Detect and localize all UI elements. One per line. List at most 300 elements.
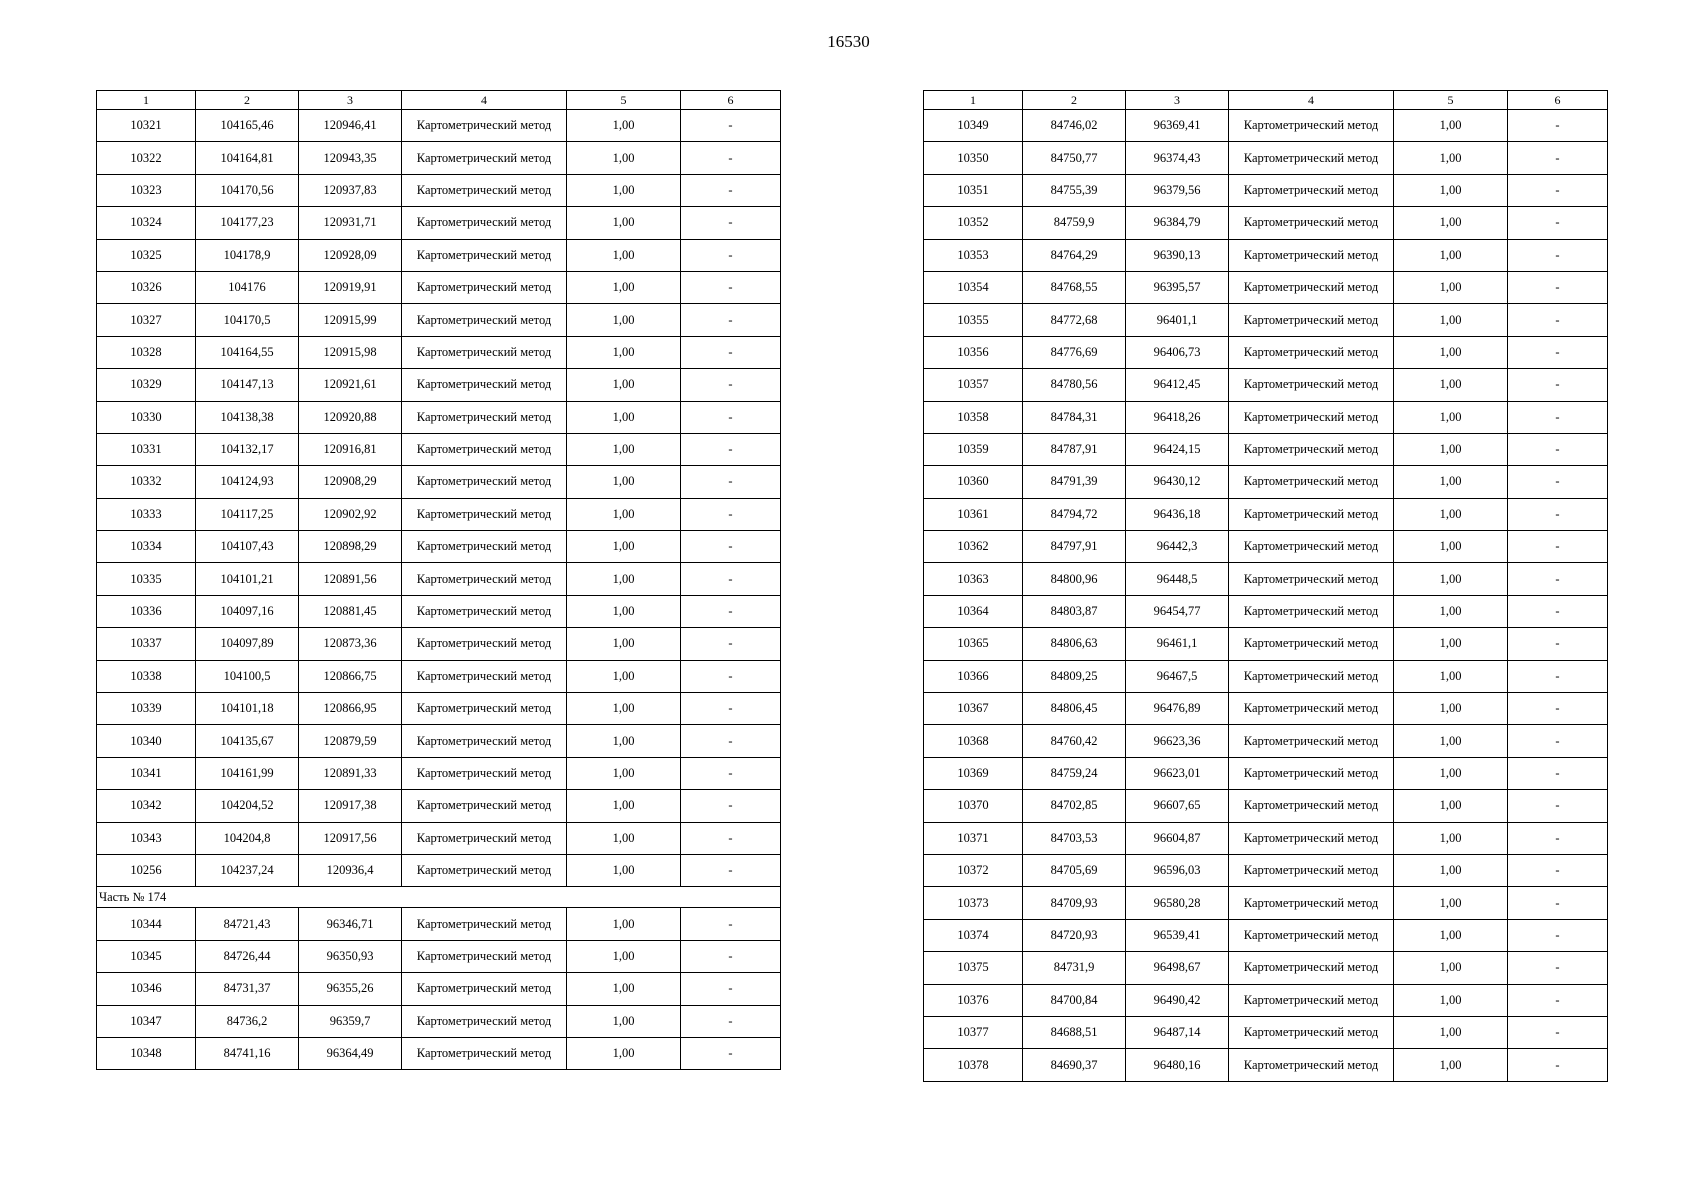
cell-y-coordinate: 96424,15 [1126, 433, 1229, 465]
cell-point-number: 10363 [924, 563, 1023, 595]
cell-y-coordinate: 120915,98 [299, 336, 402, 368]
cell-accuracy: 1,00 [567, 304, 681, 336]
cell-x-coordinate: 84800,96 [1023, 563, 1126, 595]
cell-method: Картометрический метод [1229, 757, 1394, 789]
cell-x-coordinate: 84776,69 [1023, 336, 1126, 368]
cell-method: Картометрический метод [402, 466, 567, 498]
cell-note: - [681, 336, 781, 368]
table-row [97, 973, 781, 1005]
cell-method: Картометрический метод [402, 628, 567, 660]
cell-accuracy: 1,00 [1394, 304, 1508, 336]
cell-accuracy: 1,00 [1394, 887, 1508, 919]
cell-method: Картометрический метод [402, 973, 567, 1005]
cell-point-number: 10376 [924, 984, 1023, 1016]
cell-x-coordinate: 84690,37 [1023, 1049, 1126, 1081]
cell-accuracy: 1,00 [567, 336, 681, 368]
cell-method: Картометрический метод [402, 595, 567, 627]
cell-point-number: 10334 [97, 531, 196, 563]
cell-x-coordinate: 104170,56 [196, 174, 299, 206]
column-header: 5 [1394, 91, 1508, 110]
cell-y-coordinate: 96596,03 [1126, 854, 1229, 886]
cell-accuracy: 1,00 [567, 1037, 681, 1069]
cell-method: Картометрический метод [402, 908, 567, 940]
cell-point-number: 10349 [924, 110, 1023, 142]
table-row [97, 822, 781, 854]
cell-note: - [681, 563, 781, 595]
cell-note: - [681, 908, 781, 940]
cell-x-coordinate: 84806,63 [1023, 628, 1126, 660]
cell-y-coordinate: 96418,26 [1126, 401, 1229, 433]
table-row [924, 369, 1608, 401]
table-row [97, 854, 781, 886]
cell-y-coordinate: 96461,1 [1126, 628, 1229, 660]
cell-note: - [681, 725, 781, 757]
table-row [924, 466, 1608, 498]
cell-method: Картометрический метод [1229, 304, 1394, 336]
cell-point-number: 10332 [97, 466, 196, 498]
cell-method: Картометрический метод [1229, 207, 1394, 239]
cell-note: - [1508, 660, 1608, 692]
cell-point-number: 10354 [924, 271, 1023, 303]
cell-y-coordinate: 96379,56 [1126, 174, 1229, 206]
cell-note: - [681, 822, 781, 854]
table-row [97, 908, 781, 940]
cell-note: - [1508, 466, 1608, 498]
cell-point-number: 10330 [97, 401, 196, 433]
cell-x-coordinate: 104164,81 [196, 142, 299, 174]
cell-note: - [681, 498, 781, 530]
cell-x-coordinate: 84702,85 [1023, 790, 1126, 822]
column-header: 5 [567, 91, 681, 110]
table-row [97, 174, 781, 206]
table-row [924, 660, 1608, 692]
cell-accuracy: 1,00 [567, 271, 681, 303]
cell-note: - [1508, 239, 1608, 271]
cell-accuracy: 1,00 [1394, 628, 1508, 660]
cell-point-number: 10360 [924, 466, 1023, 498]
cell-method: Картометрический метод [1229, 822, 1394, 854]
cell-method: Картометрический метод [1229, 531, 1394, 563]
cell-y-coordinate: 96384,79 [1126, 207, 1229, 239]
column-header: 6 [681, 91, 781, 110]
cell-note: - [1508, 271, 1608, 303]
cell-method: Картометрический метод [402, 401, 567, 433]
cell-accuracy: 1,00 [1394, 1016, 1508, 1048]
table-row [97, 401, 781, 433]
cell-accuracy: 1,00 [1394, 854, 1508, 886]
table-row [924, 1016, 1608, 1048]
cell-accuracy: 1,00 [567, 401, 681, 433]
cell-method: Картометрический метод [402, 693, 567, 725]
cell-x-coordinate: 84787,91 [1023, 433, 1126, 465]
cell-note: - [681, 142, 781, 174]
cell-method: Картометрический метод [1229, 919, 1394, 951]
table-row [924, 1049, 1608, 1081]
cell-method: Картометрический метод [1229, 498, 1394, 530]
cell-x-coordinate: 84797,91 [1023, 531, 1126, 563]
cell-note: - [1508, 336, 1608, 368]
cell-x-coordinate: 84764,29 [1023, 239, 1126, 271]
cell-note: - [1508, 369, 1608, 401]
cell-method: Картометрический метод [1229, 174, 1394, 206]
cell-point-number: 10331 [97, 433, 196, 465]
cell-note: - [681, 1005, 781, 1037]
cell-method: Картометрический метод [402, 142, 567, 174]
cell-method: Картометрический метод [402, 790, 567, 822]
cell-method: Картометрический метод [402, 757, 567, 789]
cell-point-number: 10366 [924, 660, 1023, 692]
cell-method: Картометрический метод [1229, 628, 1394, 660]
cell-y-coordinate: 120873,36 [299, 628, 402, 660]
cell-accuracy: 1,00 [1394, 984, 1508, 1016]
cell-x-coordinate: 84760,42 [1023, 725, 1126, 757]
cell-note: - [681, 401, 781, 433]
cell-method: Картометрический метод [402, 498, 567, 530]
table-row [924, 336, 1608, 368]
table-row [97, 563, 781, 595]
cell-x-coordinate: 84809,25 [1023, 660, 1126, 692]
cell-y-coordinate: 120920,88 [299, 401, 402, 433]
table-row [924, 919, 1608, 951]
cell-x-coordinate: 104135,67 [196, 725, 299, 757]
cell-y-coordinate: 96490,42 [1126, 984, 1229, 1016]
cell-point-number: 10355 [924, 304, 1023, 336]
cell-point-number: 10374 [924, 919, 1023, 951]
table-row [97, 369, 781, 401]
table-row [924, 207, 1608, 239]
cell-y-coordinate: 120891,56 [299, 563, 402, 595]
cell-y-coordinate: 120866,75 [299, 660, 402, 692]
cell-x-coordinate: 84746,02 [1023, 110, 1126, 142]
cell-method: Картометрический метод [1229, 725, 1394, 757]
cell-x-coordinate: 104097,89 [196, 628, 299, 660]
table-row [97, 940, 781, 972]
table-row [97, 628, 781, 660]
cell-accuracy: 1,00 [1394, 207, 1508, 239]
cell-note: - [681, 433, 781, 465]
cell-point-number: 10377 [924, 1016, 1023, 1048]
cell-x-coordinate: 104138,38 [196, 401, 299, 433]
cell-method: Картометрический метод [1229, 110, 1394, 142]
cell-point-number: 10340 [97, 725, 196, 757]
cell-y-coordinate: 120891,33 [299, 757, 402, 789]
cell-note: - [681, 174, 781, 206]
cell-x-coordinate: 104165,46 [196, 110, 299, 142]
cell-y-coordinate: 96442,3 [1126, 531, 1229, 563]
cell-y-coordinate: 96406,73 [1126, 336, 1229, 368]
cell-note: - [1508, 822, 1608, 854]
cell-point-number: 10375 [924, 952, 1023, 984]
cell-x-coordinate: 104161,99 [196, 757, 299, 789]
cell-point-number: 10368 [924, 725, 1023, 757]
cell-y-coordinate: 96430,12 [1126, 466, 1229, 498]
cell-accuracy: 1,00 [567, 110, 681, 142]
cell-method: Картометрический метод [402, 304, 567, 336]
cell-point-number: 10342 [97, 790, 196, 822]
cell-note: - [681, 239, 781, 271]
cell-accuracy: 1,00 [567, 973, 681, 1005]
cell-method: Картометрический метод [402, 369, 567, 401]
table-row [97, 757, 781, 789]
cell-y-coordinate: 96623,01 [1126, 757, 1229, 789]
cell-x-coordinate: 104204,8 [196, 822, 299, 854]
cell-point-number: 10361 [924, 498, 1023, 530]
cell-note: - [1508, 1049, 1608, 1081]
table-row [924, 239, 1608, 271]
cell-y-coordinate: 120937,83 [299, 174, 402, 206]
cell-method: Картометрический метод [402, 725, 567, 757]
table-row [97, 498, 781, 530]
cell-method: Картометрический метод [1229, 952, 1394, 984]
cell-x-coordinate: 84705,69 [1023, 854, 1126, 886]
cell-point-number: 10339 [97, 693, 196, 725]
cell-method: Картометрический метод [402, 271, 567, 303]
cell-accuracy: 1,00 [1394, 401, 1508, 433]
cell-x-coordinate: 84755,39 [1023, 174, 1126, 206]
cell-x-coordinate: 84709,93 [1023, 887, 1126, 919]
cell-note: - [1508, 304, 1608, 336]
cell-y-coordinate: 120936,4 [299, 854, 402, 886]
cell-note: - [1508, 110, 1608, 142]
cell-accuracy: 1,00 [567, 369, 681, 401]
cell-x-coordinate: 84721,43 [196, 908, 299, 940]
cell-note: - [1508, 207, 1608, 239]
section-label: Часть № 174 [97, 887, 781, 908]
cell-point-number: 10359 [924, 433, 1023, 465]
table-row [97, 271, 781, 303]
cell-note: - [681, 271, 781, 303]
table-row [924, 822, 1608, 854]
cell-x-coordinate: 104117,25 [196, 498, 299, 530]
cell-point-number: 10322 [97, 142, 196, 174]
cell-x-coordinate: 104107,43 [196, 531, 299, 563]
cell-method: Картометрический метод [402, 822, 567, 854]
table-row [97, 725, 781, 757]
cell-accuracy: 1,00 [567, 207, 681, 239]
cell-y-coordinate: 120916,81 [299, 433, 402, 465]
table-row [924, 531, 1608, 563]
cell-method: Картометрический метод [1229, 595, 1394, 627]
cell-note: - [1508, 433, 1608, 465]
cell-point-number: 10362 [924, 531, 1023, 563]
table-row [97, 1037, 781, 1069]
cell-x-coordinate: 84780,56 [1023, 369, 1126, 401]
column-header: 3 [1126, 91, 1229, 110]
cell-note: - [1508, 595, 1608, 627]
cell-y-coordinate: 96607,65 [1126, 790, 1229, 822]
cell-point-number: 10325 [97, 239, 196, 271]
cell-method: Картометрический метод [402, 336, 567, 368]
cell-method: Картометрический метод [1229, 142, 1394, 174]
table-row [97, 304, 781, 336]
cell-method: Картометрический метод [1229, 1049, 1394, 1081]
cell-note: - [1508, 952, 1608, 984]
cell-accuracy: 1,00 [1394, 239, 1508, 271]
cell-accuracy: 1,00 [1394, 433, 1508, 465]
cell-point-number: 10351 [924, 174, 1023, 206]
cell-point-number: 10321 [97, 110, 196, 142]
cell-y-coordinate: 96623,36 [1126, 725, 1229, 757]
cell-accuracy: 1,00 [1394, 595, 1508, 627]
cell-note: - [681, 973, 781, 1005]
cell-y-coordinate: 96364,49 [299, 1037, 402, 1069]
cell-y-coordinate: 120931,71 [299, 207, 402, 239]
cell-point-number: 10367 [924, 693, 1023, 725]
cell-point-number: 10336 [97, 595, 196, 627]
cell-x-coordinate: 84750,77 [1023, 142, 1126, 174]
cell-x-coordinate: 84731,37 [196, 973, 299, 1005]
table-row [924, 854, 1608, 886]
cell-y-coordinate: 120908,29 [299, 466, 402, 498]
cell-y-coordinate: 96539,41 [1126, 919, 1229, 951]
cell-point-number: 10352 [924, 207, 1023, 239]
table-row [924, 984, 1608, 1016]
cell-x-coordinate: 84741,16 [196, 1037, 299, 1069]
cell-accuracy: 1,00 [567, 498, 681, 530]
cell-note: - [1508, 693, 1608, 725]
cell-y-coordinate: 96369,41 [1126, 110, 1229, 142]
page-number: 16530 [827, 32, 870, 51]
cell-note: - [681, 304, 781, 336]
cell-note: - [1508, 401, 1608, 433]
cell-point-number: 10326 [97, 271, 196, 303]
table-row [97, 531, 781, 563]
cell-point-number: 10356 [924, 336, 1023, 368]
cell-y-coordinate: 96395,57 [1126, 271, 1229, 303]
cell-method: Картометрический метод [402, 854, 567, 886]
cell-y-coordinate: 96448,5 [1126, 563, 1229, 595]
cell-accuracy: 1,00 [567, 142, 681, 174]
table-row [924, 887, 1608, 919]
cell-note: - [681, 790, 781, 822]
cell-accuracy: 1,00 [567, 595, 681, 627]
table-row [97, 1005, 781, 1037]
cell-note: - [681, 531, 781, 563]
cell-x-coordinate: 104097,16 [196, 595, 299, 627]
cell-accuracy: 1,00 [1394, 790, 1508, 822]
cell-accuracy: 1,00 [567, 725, 681, 757]
cell-y-coordinate: 96374,43 [1126, 142, 1229, 174]
cell-method: Картометрический метод [1229, 887, 1394, 919]
cell-point-number: 10365 [924, 628, 1023, 660]
cell-y-coordinate: 120879,59 [299, 725, 402, 757]
cell-y-coordinate: 96487,14 [1126, 1016, 1229, 1048]
cell-accuracy: 1,00 [1394, 693, 1508, 725]
column-header: 3 [299, 91, 402, 110]
cell-x-coordinate: 84720,93 [1023, 919, 1126, 951]
table-row [97, 239, 781, 271]
column-header: 4 [1229, 91, 1394, 110]
cell-method: Картометрический метод [1229, 466, 1394, 498]
cell-method: Картометрический метод [402, 940, 567, 972]
cell-note: - [681, 940, 781, 972]
cell-x-coordinate: 104177,23 [196, 207, 299, 239]
cell-accuracy: 1,00 [1394, 174, 1508, 206]
cell-note: - [681, 854, 781, 886]
cell-y-coordinate: 96480,16 [1126, 1049, 1229, 1081]
cell-point-number: 10337 [97, 628, 196, 660]
cell-point-number: 10345 [97, 940, 196, 972]
cell-x-coordinate: 84803,87 [1023, 595, 1126, 627]
cell-point-number: 10347 [97, 1005, 196, 1037]
cell-method: Картометрический метод [402, 174, 567, 206]
cell-accuracy: 1,00 [1394, 142, 1508, 174]
cell-accuracy: 1,00 [567, 940, 681, 972]
cell-accuracy: 1,00 [567, 1005, 681, 1037]
cell-point-number: 10343 [97, 822, 196, 854]
cell-y-coordinate: 96359,7 [299, 1005, 402, 1037]
cell-method: Картометрический метод [1229, 271, 1394, 303]
cell-note: - [1508, 498, 1608, 530]
cell-y-coordinate: 120917,38 [299, 790, 402, 822]
column-header: 1 [924, 91, 1023, 110]
cell-note: - [1508, 757, 1608, 789]
cell-note: - [1508, 531, 1608, 563]
cell-x-coordinate: 104124,93 [196, 466, 299, 498]
cell-note: - [681, 595, 781, 627]
cell-note: - [681, 466, 781, 498]
cell-y-coordinate: 120928,09 [299, 239, 402, 271]
cell-point-number: 10348 [97, 1037, 196, 1069]
cell-point-number: 10358 [924, 401, 1023, 433]
table-row [924, 757, 1608, 789]
cell-y-coordinate: 96498,67 [1126, 952, 1229, 984]
cell-y-coordinate: 120921,61 [299, 369, 402, 401]
cell-method: Картометрический метод [1229, 693, 1394, 725]
cell-point-number: 10373 [924, 887, 1023, 919]
cell-x-coordinate: 104204,52 [196, 790, 299, 822]
cell-method: Картометрический метод [402, 207, 567, 239]
cell-x-coordinate: 84806,45 [1023, 693, 1126, 725]
cell-point-number: 10341 [97, 757, 196, 789]
cell-y-coordinate: 120881,45 [299, 595, 402, 627]
table-row [924, 693, 1608, 725]
cell-y-coordinate: 96580,28 [1126, 887, 1229, 919]
cell-x-coordinate: 104237,24 [196, 854, 299, 886]
table-row [97, 790, 781, 822]
cell-accuracy: 1,00 [1394, 271, 1508, 303]
cell-point-number: 10327 [97, 304, 196, 336]
cell-y-coordinate: 96436,18 [1126, 498, 1229, 530]
cell-point-number: 10370 [924, 790, 1023, 822]
cell-x-coordinate: 104164,55 [196, 336, 299, 368]
cell-y-coordinate: 96346,71 [299, 908, 402, 940]
cell-y-coordinate: 96454,77 [1126, 595, 1229, 627]
table-row [97, 433, 781, 465]
cell-point-number: 10256 [97, 854, 196, 886]
cell-x-coordinate: 84700,84 [1023, 984, 1126, 1016]
cell-x-coordinate: 84688,51 [1023, 1016, 1126, 1048]
coordinates-table-right [923, 90, 1608, 1082]
cell-point-number: 10378 [924, 1049, 1023, 1081]
table-row [97, 142, 781, 174]
cell-x-coordinate: 84791,39 [1023, 466, 1126, 498]
cell-accuracy: 1,00 [1394, 822, 1508, 854]
cell-y-coordinate: 120866,95 [299, 693, 402, 725]
cell-accuracy: 1,00 [1394, 336, 1508, 368]
cell-accuracy: 1,00 [567, 174, 681, 206]
cell-accuracy: 1,00 [567, 239, 681, 271]
cell-accuracy: 1,00 [1394, 110, 1508, 142]
table-row [924, 790, 1608, 822]
cell-x-coordinate: 104132,17 [196, 433, 299, 465]
cell-x-coordinate: 84703,53 [1023, 822, 1126, 854]
table-row [97, 693, 781, 725]
table-header-row [924, 91, 1608, 110]
table-row [924, 110, 1608, 142]
table-row [97, 207, 781, 239]
cell-method: Картометрический метод [1229, 854, 1394, 886]
